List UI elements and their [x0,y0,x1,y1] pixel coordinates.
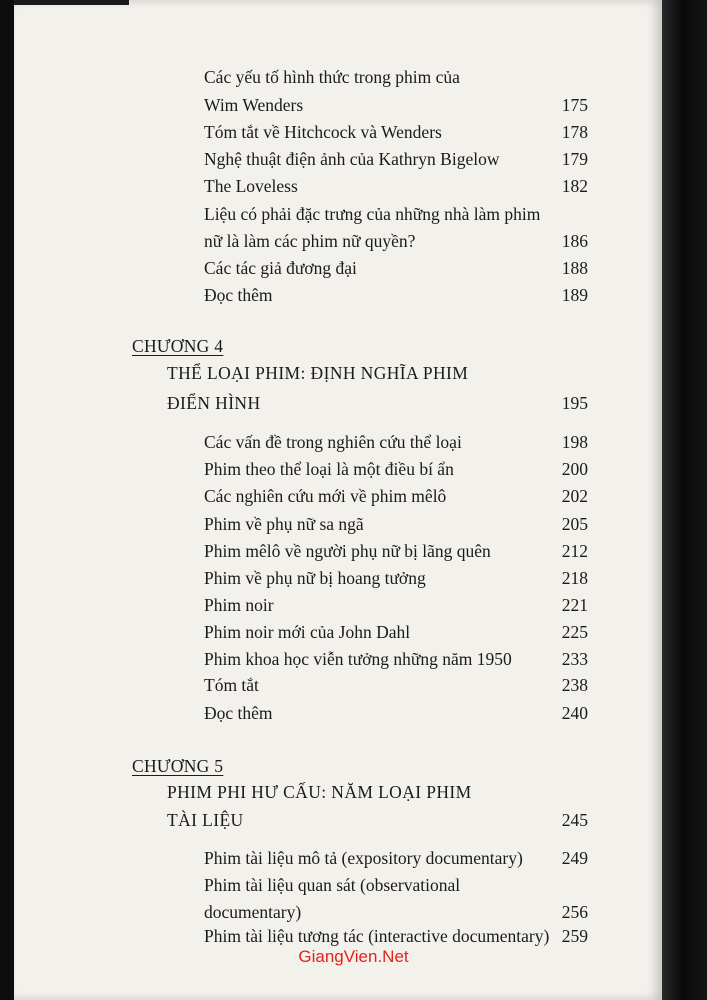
toc-entry-page: 218 [561,568,588,588]
toc-entry-title: Các nghiên cứu mới về phim mêlô [204,486,447,506]
toc-entry [14,564,662,592]
toc-entry-page: 240 [561,703,588,723]
toc-entry-page: 256 [561,902,588,922]
toc-entry [14,91,662,119]
toc-entry-title: Phim khoa học viễn tưởng những năm 1950 [204,649,512,669]
toc-entry-title: Các yếu tố hình thức trong phim của [204,67,460,87]
toc-entry [14,699,662,727]
toc-entry [14,145,662,173]
toc-entry-title: Nghệ thuật điện ảnh của Kathryn Bigelow [204,149,500,169]
book-spine-edge [662,0,707,1000]
toc-entry-title: Phim tài liệu mô tả (expository documentary) [204,848,523,868]
toc-entry-page: 202 [561,486,588,506]
chapter-5-title [14,778,662,806]
toc-entry [14,63,662,91]
toc-entry [14,455,662,483]
toc-entry-title: Phim về phụ nữ sa ngã [204,514,364,534]
toc-entry-title: Phim tài liệu tương tác (interactive documentary) [204,926,550,946]
toc-entry [14,428,662,456]
toc-entry-title: Phim mêlô về người phụ nữ bị lãng quên [204,541,491,561]
toc-entry-title: Wim Wenders [204,95,304,115]
toc-entry-page: 212 [561,541,588,561]
chapter-5-label: CHƯƠNG 5 [132,756,224,776]
toc-entry [14,172,662,200]
toc-entry [14,254,662,282]
toc-entry-page: 188 [561,258,588,278]
toc-entry-title: Đọc thêm [204,703,273,723]
chapter-title-line: THỂ LOẠI PHIM: ĐỊNH NGHĨA PHIM [167,363,469,383]
toc-entry-page: 175 [561,95,588,115]
toc-entry [14,537,662,565]
toc-entry [14,200,662,228]
toc-entry-page: 179 [561,149,588,169]
toc-entry [14,227,662,255]
toc-entry [14,618,662,646]
chapter-title-line: TÀI LIỆU [167,810,244,830]
chapter-4-title [14,389,662,417]
toc-entry-title: The Loveless [204,176,298,196]
toc-entry-page: 182 [561,176,588,196]
toc-entry [14,118,662,146]
toc-entry-page: 238 [561,675,588,695]
toc-entry-title: Các tác giả đương đại [204,258,357,278]
toc-entry-page: 221 [561,595,588,615]
toc-entry-title: Phim tài liệu quan sát (observational [204,875,461,895]
toc-entry-title: Các vấn đề trong nghiên cứu thể loại [204,432,462,452]
chapter-title-line: ĐIỂN HÌNH [167,393,261,413]
toc-entry-title: documentary) [204,902,302,922]
toc-entry-title: Liệu có phải đặc trưng của những nhà làm phim [204,204,541,224]
toc-entry-title: Phim noir mới của John Dahl [204,622,411,642]
toc-entry-title: Đọc thêm [204,285,273,305]
page-top-shadow [14,0,129,5]
chapter-title-line: PHIM PHI HƯ CẤU: NĂM LOẠI PHIM [167,782,472,802]
toc-entry-page: 259 [561,926,588,946]
chapter-title-page: 195 [561,393,588,413]
toc-entry [14,591,662,619]
toc-entry-page: 200 [561,459,588,479]
toc-entry [14,844,662,872]
toc-entry-page: 186 [561,231,588,251]
toc-entry [14,482,662,510]
book-page [14,0,662,1000]
toc-entry [14,671,662,699]
toc-entry-page: 189 [561,285,588,305]
toc-entry [14,871,662,899]
toc-entry [14,645,662,673]
toc-entry-page: 205 [561,514,588,534]
toc-entry-title: Tóm tắt về Hitchcock và Wenders [204,122,442,142]
chapter-5-title [14,806,662,834]
toc-entry-page: 233 [561,649,588,669]
toc-entry-title: Phim theo thể loại là một điều bí ẩn [204,459,454,479]
chapter-4-title [14,359,662,387]
toc-entry-page: 198 [561,432,588,452]
toc-entry-title: nữ là làm các phim nữ quyền? [204,231,416,251]
toc-entry-title: Phim về phụ nữ bị hoang tưởng [204,568,426,588]
toc-entry-title: Phim noir [204,595,274,615]
toc-entry-page: 249 [561,848,588,868]
toc-entry-title: Tóm tắt [204,675,259,695]
toc-entry-page: 178 [561,122,588,142]
watermark-text: GiangVien.Net [298,947,409,966]
toc-entry [14,281,662,309]
toc-entry-page: 225 [561,622,588,642]
chapter-4-label: CHƯƠNG 4 [132,336,224,356]
chapter-title-page: 245 [561,810,588,830]
toc-entry [14,510,662,538]
